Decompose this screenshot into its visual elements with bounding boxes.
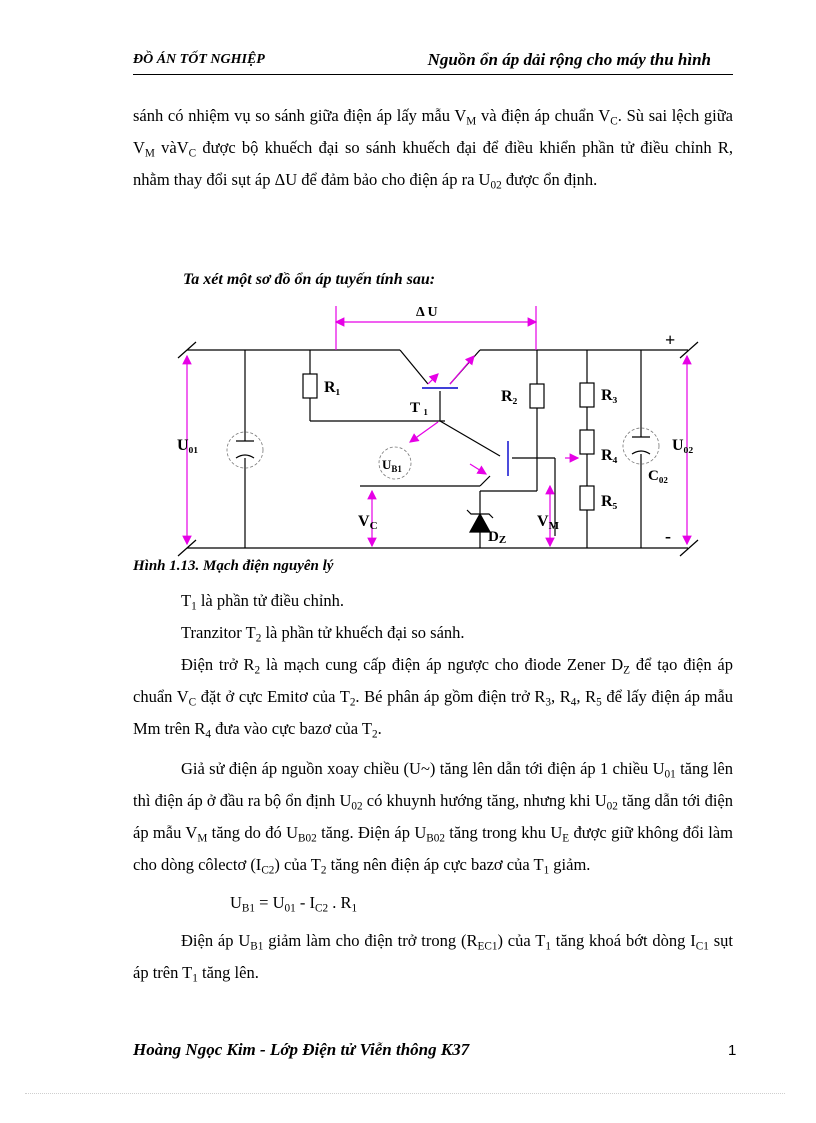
page-header — [133, 50, 733, 75]
bottom-divider — [25, 1093, 785, 1094]
label-plus: + — [665, 330, 676, 350]
equation: $U_{B1} = U_{01} - I_{C2}$ . $R_1$ — [230, 893, 358, 915]
label-u01: U₀₁ — [177, 437, 199, 454]
label-r2: R₂ — [501, 388, 518, 405]
label-r1: R₁ — [324, 379, 341, 396]
intro-text: sánh có nhiệm vụ so sánh giữa điện áp lấy mẫu $V_M$ và điện áp chuẩn $V_C$. Sù sai lệch giữa $V_M$ vàV$_C$ được bộ khuếch đại so sánh khuếch đại để điều khiển phần tử điều chỉnh R, nhằm thay đổi sụt áp ΔU để đảm bảo cho điện áp ra $U_{02}$ được ổn định. — [133, 106, 733, 192]
label-delta-u: Δ U — [416, 305, 438, 320]
label-vc: VC — [358, 513, 378, 532]
footer-author: Hoàng Ngọc Kim - Lớp Điện tử Viễn thông K37 — [133, 1040, 470, 1059]
label-r3: R₃ — [601, 387, 618, 404]
label-u02: U₀₂ — [672, 437, 694, 454]
line-t2: Tranzitor $T_2$ là phần tử khuếch đại so sánh. — [181, 623, 465, 645]
label-ub1: $U_{B1}$ — [382, 457, 402, 474]
label-dz: DZ — [488, 529, 507, 546]
label-vm: VM — [537, 513, 559, 532]
intro-paragraph — [133, 100, 733, 196]
label-r4: R₄ — [601, 447, 618, 464]
line-t1: $T_1$ là phần tử điều chỉnh. — [181, 591, 345, 613]
label-c02: C₀₂ — [648, 468, 668, 484]
label-r5: R₅ — [601, 493, 618, 510]
main-body — [133, 585, 733, 989]
header-right: Nguồn ổn áp dải rộng cho máy thu hình — [427, 50, 711, 69]
section-heading: Ta xét một sơ đồ ổn áp tuyến tính sau: — [183, 271, 436, 288]
figure-caption: Hình 1.13. Mạch điện nguyên lý — [133, 558, 334, 574]
paragraph-assume: Giả sử điện áp nguồn xoay chiều (U~) tăng lên dẫn tới điện áp 1 chiều $U_{01}$ tăng lên thì điện áp ở đầu ra bộ ổn định $U_{02}$ có khuynh hướng tăng, nhưng khi $U_{02}$ tăng dẫn tới điện áp mẫu $V_M$ tăng do đó $U_{B02}$ tăng. Điện áp $U_{B02}$ tăng trong khu $U_E$ được giữ không đổi làm cho dòng côlectơ $(I_{C2})$ của $T_2$ tăng nên điện áp cực bazơ của $T_1$ giảm. — [133, 759, 733, 877]
circuit-diagram — [160, 296, 720, 558]
label-t1: T ₁ — [410, 400, 428, 416]
paragraph-r2: Điện trở $R_2$ là mạch cung cấp điện áp ngược cho điode Zener $D_Z$ để tạo điện áp chuẩn $V_C$ đặt ở cực Emitơ của $T_2$. Bé phân áp gồm điện trở $R_3$, $R_4$, $R_5$ để lấy điện áp mẫu Mm trên $R_4$ đưa vào cực bazơ của $T_2$. — [133, 655, 734, 741]
paragraph-ub1: Điện áp $U_{B1}$ giảm làm cho điện trở trong $(R_{EC1})$ của $T_1$ tăng khoá bớt dòng $I_{C1}$ sụt áp trên $T_1$ tăng lên. — [133, 931, 733, 985]
label-minus: - — [665, 526, 671, 546]
header-left: ĐỒ ÁN TỐT NGHIỆP — [133, 52, 265, 67]
page-number: 1 — [728, 1042, 737, 1059]
